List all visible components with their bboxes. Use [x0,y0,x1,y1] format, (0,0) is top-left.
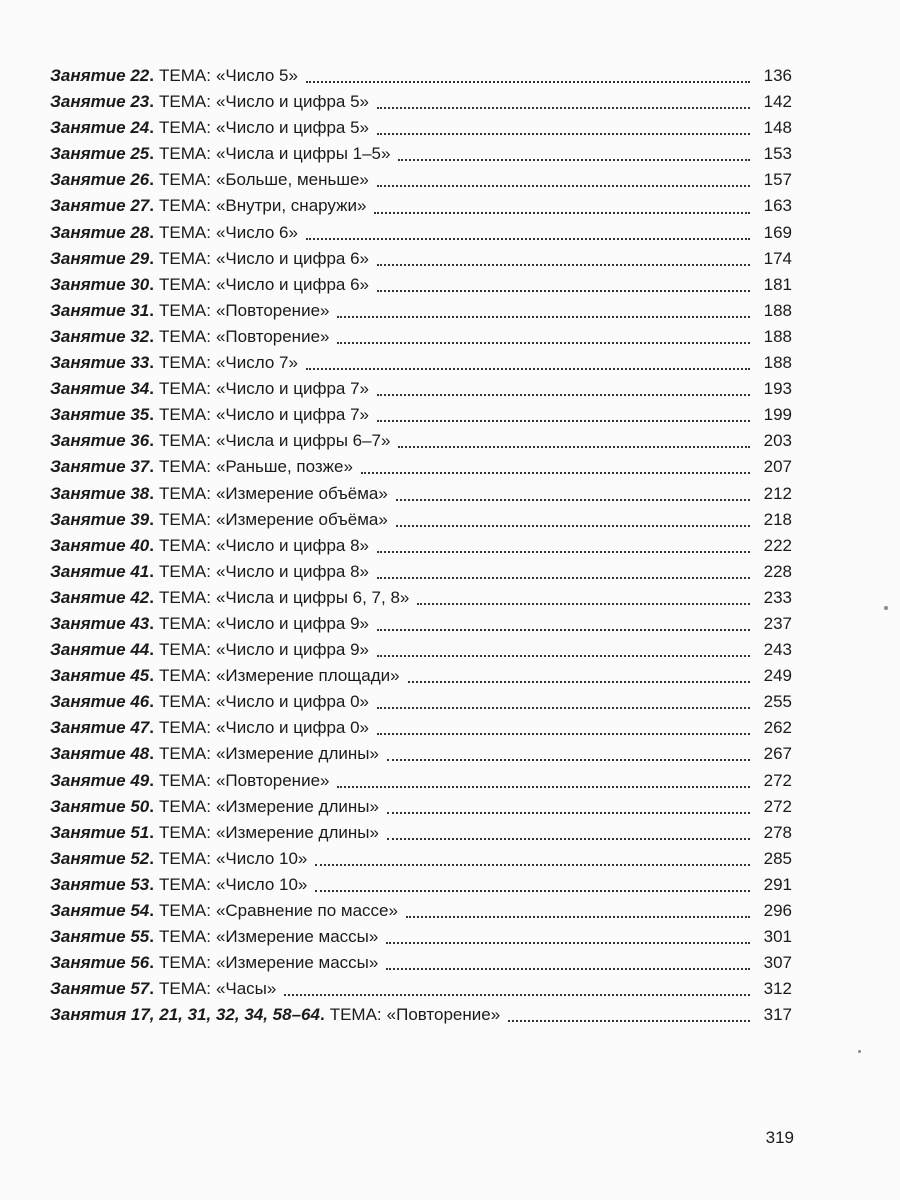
entry-page-number: 207 [763,457,792,477]
lesson-label: Занятие 54 [50,901,150,920]
topic-label: ТЕМА: [158,666,211,686]
lesson-separator: . [319,1005,325,1025]
topic-title: «Измерение массы» [215,953,379,973]
entry-page-number: 136 [763,66,792,85]
lesson-label: Занятие 36 [50,431,150,451]
topic-label: ТЕМА: [158,561,211,581]
toc-entry [50,507,792,533]
dot-leader [404,666,750,686]
topic-label: ТЕМА: [158,222,211,242]
topic-title: «Повторение» [215,770,330,790]
topic-title: «Сравнение по массе» [215,901,398,920]
entry-page-number: 291 [763,874,792,894]
dot-leader [392,484,750,504]
entry-page-number: 212 [763,483,792,503]
topic-title: «Измерение массы» [215,927,379,947]
topic-title: «Число и цифра 5» [215,92,369,112]
topic-label: ТЕМА: [158,692,211,712]
table-of-contents [50,63,792,1028]
paper-speck [884,606,888,610]
topic-label: ТЕМА: [158,901,211,920]
topic-title: «Число и цифра 8» [215,561,369,581]
lesson-separator: . [149,66,154,85]
topic-title: «Повторение» [215,326,330,346]
dot-leader [394,144,750,164]
dot-leader [373,536,750,556]
lesson-separator: . [149,274,154,294]
lesson-separator: . [149,196,154,216]
topic-title: «Числа и цифры 6–7» [215,431,391,451]
toc-entry [50,481,792,507]
dot-leader [382,927,750,947]
topic-title: «Число и цифра 0» [215,692,369,712]
toc-entry [50,976,792,1002]
toc-entry [50,950,792,976]
toc-entry [50,689,792,715]
toc-entry [50,350,792,376]
toc-entry [50,611,792,637]
lesson-label: Занятие 57 [50,979,150,999]
paper-speck [858,1050,861,1053]
topic-title: «Число 5» [215,66,298,85]
toc-entry [50,768,792,794]
entry-page-number: 228 [763,561,792,581]
lesson-separator: . [149,744,154,764]
toc-entry [50,741,792,767]
dot-leader [333,327,750,347]
entry-page-number: 157 [763,170,792,190]
entry-page-number: 169 [763,222,792,242]
dot-leader [373,405,750,425]
lesson-separator: . [149,953,154,973]
toc-entry [50,63,792,89]
lesson-label: Занятие 56 [50,953,150,973]
topic-title: «Число и цифра 9» [215,640,369,660]
toc-entry [50,637,792,663]
topic-title: «Внутри, снаружи» [215,196,367,216]
dot-leader [394,431,750,451]
lesson-separator: . [149,92,154,112]
topic-label: ТЕМА: [158,326,211,346]
topic-label: ТЕМА: [158,874,211,894]
topic-label: ТЕМА: [158,431,211,451]
entry-page-number: 188 [763,300,792,320]
toc-entry [50,246,792,272]
dot-leader [302,66,750,86]
dot-leader [302,353,750,373]
toc-entry [50,924,792,950]
lesson-separator: . [149,248,154,268]
lesson-label: Занятие 33 [50,353,150,373]
topic-label: ТЕМА: [158,587,211,607]
dot-leader [392,510,750,530]
page-number: 319 [765,1128,794,1147]
entry-page-number: 255 [763,692,792,712]
dot-leader [373,170,750,190]
dot-leader [504,1005,750,1025]
lesson-separator: . [149,796,154,816]
lesson-label: Занятие 47 [50,718,150,738]
topic-title: «Измерение длины» [215,822,379,842]
topic-label: ТЕМА: [158,300,211,320]
toc-entry [50,141,792,167]
lesson-label: Занятие 45 [50,666,150,686]
lesson-label: Занятие 37 [50,457,150,477]
entry-page-number: 272 [763,770,792,790]
dot-leader [311,875,750,895]
dot-leader [373,92,750,112]
toc-entry [50,846,792,872]
topic-label: ТЕМА: [158,170,211,190]
lesson-label: Занятие 22 [50,66,150,85]
toc-entry [50,820,792,846]
lesson-separator: . [149,640,154,660]
toc-entry [50,89,792,115]
topic-title: «Измерение объёма» [215,483,388,503]
dot-leader [373,275,750,295]
topic-title: «Число и цифра 8» [215,535,369,555]
toc-entry [50,559,792,585]
topic-label: ТЕМА: [158,66,211,85]
entry-page-number: 296 [763,901,792,920]
topic-label: ТЕМА: [158,927,211,947]
dot-leader [373,379,750,399]
lesson-label: Занятие 42 [50,587,150,607]
toc-entry [50,533,792,559]
dot-leader [373,614,750,634]
lesson-separator: . [149,901,154,920]
lesson-separator: . [149,431,154,451]
lesson-label: Занятие 31 [50,300,150,320]
toc-entry [50,428,792,454]
toc-entry [50,663,792,689]
entry-page-number: 301 [763,927,792,947]
entry-page-number: 153 [763,144,792,164]
entry-page-number: 222 [763,535,792,555]
entry-page-number: 267 [763,744,792,764]
lesson-separator: . [149,170,154,190]
toc-entry [50,585,792,611]
toc-entry [50,115,792,141]
topic-label: ТЕМА: [158,248,211,268]
entry-page-number: 193 [763,379,792,399]
toc-entry [50,298,792,324]
lesson-label: Занятие 27 [50,196,150,216]
topic-label: ТЕМА: [158,144,211,164]
entry-page-number: 203 [763,431,792,451]
lesson-separator: . [149,222,154,242]
dot-leader [302,223,750,243]
entry-page-number: 285 [763,848,792,868]
toc-entry [50,272,792,298]
lesson-separator: . [149,613,154,633]
lesson-label: Занятие 48 [50,744,150,764]
lesson-label: Занятие 32 [50,326,150,346]
topic-label: ТЕМА: [158,483,211,503]
dot-leader [333,301,750,321]
topic-label: ТЕМА: [158,509,211,529]
topic-label: ТЕМА: [158,613,211,633]
toc-entry [50,402,792,428]
toc-entry [50,898,792,924]
dot-leader [383,797,750,817]
lesson-separator: . [149,718,154,738]
dot-leader [382,953,750,973]
lesson-separator: . [149,379,154,399]
lesson-separator: . [149,405,154,425]
topic-label: ТЕМА: [158,118,211,138]
topic-title: «Измерение объёма» [215,509,388,529]
lesson-separator: . [149,770,154,790]
entry-page-number: 243 [763,640,792,660]
lesson-label: Занятие 26 [50,170,150,190]
entry-page-number: 317 [763,1005,792,1025]
lesson-label: Занятие 51 [50,822,150,842]
dot-leader [402,901,750,921]
lesson-label: Занятие 44 [50,640,150,660]
entry-page-number: 163 [763,196,792,216]
lesson-label: Занятие 41 [50,561,150,581]
topic-title: «Раньше, позже» [215,457,353,477]
lesson-separator: . [149,535,154,555]
toc-entry [50,715,792,741]
lesson-separator: . [149,927,154,947]
topic-label: ТЕМА: [158,718,211,738]
lesson-separator: . [149,353,154,373]
topic-title: «Число и цифра 9» [215,613,369,633]
toc-entry [50,872,792,898]
topic-title: «Число и цифра 0» [215,718,369,738]
topic-title: «Число 6» [215,222,298,242]
toc-entry [50,193,792,219]
toc-entry [50,1002,792,1028]
lesson-label: Занятие 35 [50,405,150,425]
topic-title: «Повторение» [386,1005,501,1025]
entry-page-number: 237 [763,613,792,633]
entry-page-number: 181 [763,274,792,294]
topic-label: ТЕМА: [158,457,211,477]
lesson-separator: . [149,457,154,477]
topic-title: «Число 10» [215,874,308,894]
entry-page-number: 249 [763,666,792,686]
lesson-label: Занятие 24 [50,118,150,138]
topic-title: «Повторение» [215,300,330,320]
dot-leader [373,692,750,712]
topic-title: «Число и цифра 6» [215,274,369,294]
topic-title: «Число и цифра 7» [215,379,369,399]
entry-page-number: 262 [763,718,792,738]
topic-title: «Измерение площади» [215,666,400,686]
topic-title: «Число 7» [215,353,298,373]
topic-label: ТЕМА: [158,848,211,868]
entry-page-number: 188 [763,326,792,346]
entry-page-number: 188 [763,353,792,373]
topic-label: ТЕМА: [158,353,211,373]
topic-label: ТЕМА: [158,196,211,216]
topic-title: «Числа и цифры 6, 7, 8» [215,587,410,607]
lesson-separator: . [149,326,154,346]
topic-label: ТЕМА: [158,640,211,660]
lesson-separator: . [149,979,154,999]
lesson-separator: . [149,666,154,686]
dot-leader [373,249,750,269]
entry-page-number: 307 [763,953,792,973]
lesson-separator: . [149,692,154,712]
topic-label: ТЕМА: [158,379,211,399]
topic-label: ТЕМА: [158,953,211,973]
entry-page-number: 148 [763,118,792,138]
lesson-separator: . [149,144,154,164]
lesson-separator: . [149,561,154,581]
lesson-separator: . [149,848,154,868]
dot-leader [373,562,750,582]
topic-label: ТЕМА: [158,92,211,112]
dot-leader [373,118,750,138]
lesson-label: Занятие 28 [50,222,150,242]
topic-title: «Число и цифра 5» [215,118,369,138]
dot-leader [333,771,750,791]
entry-page-number: 174 [763,248,792,268]
topic-title: «Измерение длины» [215,744,379,764]
lesson-separator: . [149,300,154,320]
entry-page-number: 272 [763,796,792,816]
topic-title: «Числа и цифры 1–5» [215,144,391,164]
entry-page-number: 199 [763,405,792,425]
lesson-label: Занятие 49 [50,770,150,790]
lesson-separator: . [149,822,154,842]
lesson-label: Занятие 55 [50,927,150,947]
lesson-label: Занятие 34 [50,379,150,399]
lesson-separator: . [149,587,154,607]
lesson-label: Занятие 46 [50,692,150,712]
lesson-separator: . [149,483,154,503]
topic-title: «Число и цифра 6» [215,248,369,268]
toc-entry [50,167,792,193]
lesson-separator: . [149,509,154,529]
entry-page-number: 218 [763,509,792,529]
topic-label: ТЕМА: [158,274,211,294]
lesson-label: Занятие 50 [50,796,150,816]
entry-page-number: 312 [763,979,792,999]
lesson-label: Занятие 23 [50,92,150,112]
lesson-label: Занятие 25 [50,144,150,164]
toc-entry [50,376,792,402]
topic-label: ТЕМА: [158,979,211,999]
lesson-label: Занятия 17, 21, 31, 32, 34, 58–64 [50,1005,320,1025]
entry-page-number: 278 [763,822,792,842]
topic-label: ТЕМА: [158,535,211,555]
lesson-label: Занятие 30 [50,274,150,294]
topic-title: «Число 10» [215,848,308,868]
topic-label: ТЕМА: [158,822,211,842]
dot-leader [357,457,750,477]
lesson-separator: . [149,118,154,138]
toc-entry [50,220,792,246]
lesson-label: Занятие 29 [50,248,150,268]
dot-leader [383,823,750,843]
toc-entry [50,454,792,480]
entry-page-number: 233 [763,587,792,607]
entry-page-number: 142 [763,92,792,112]
toc-entry [50,324,792,350]
topic-title: «Число и цифра 7» [215,405,369,425]
dot-leader [280,979,750,999]
lesson-label: Занятие 43 [50,613,150,633]
lesson-separator: . [149,874,154,894]
topic-label: ТЕМА: [329,1005,382,1025]
dot-leader [373,718,750,738]
lesson-label: Занятие 38 [50,483,150,503]
dot-leader [383,744,750,764]
topic-label: ТЕМА: [158,744,211,764]
topic-title: «Измерение длины» [215,796,379,816]
dot-leader [311,849,750,869]
dot-leader [373,640,750,660]
lesson-label: Занятие 40 [50,535,150,555]
topic-label: ТЕМА: [158,796,211,816]
lesson-label: Занятие 39 [50,509,150,529]
lesson-label: Занятие 52 [50,848,150,868]
dot-leader [370,197,750,217]
topic-label: ТЕМА: [158,405,211,425]
dot-leader [413,588,750,608]
topic-label: ТЕМА: [158,770,211,790]
toc-entry [50,794,792,820]
lesson-label: Занятие 53 [50,874,150,894]
topic-title: «Часы» [215,979,277,999]
topic-title: «Больше, меньше» [215,170,369,190]
